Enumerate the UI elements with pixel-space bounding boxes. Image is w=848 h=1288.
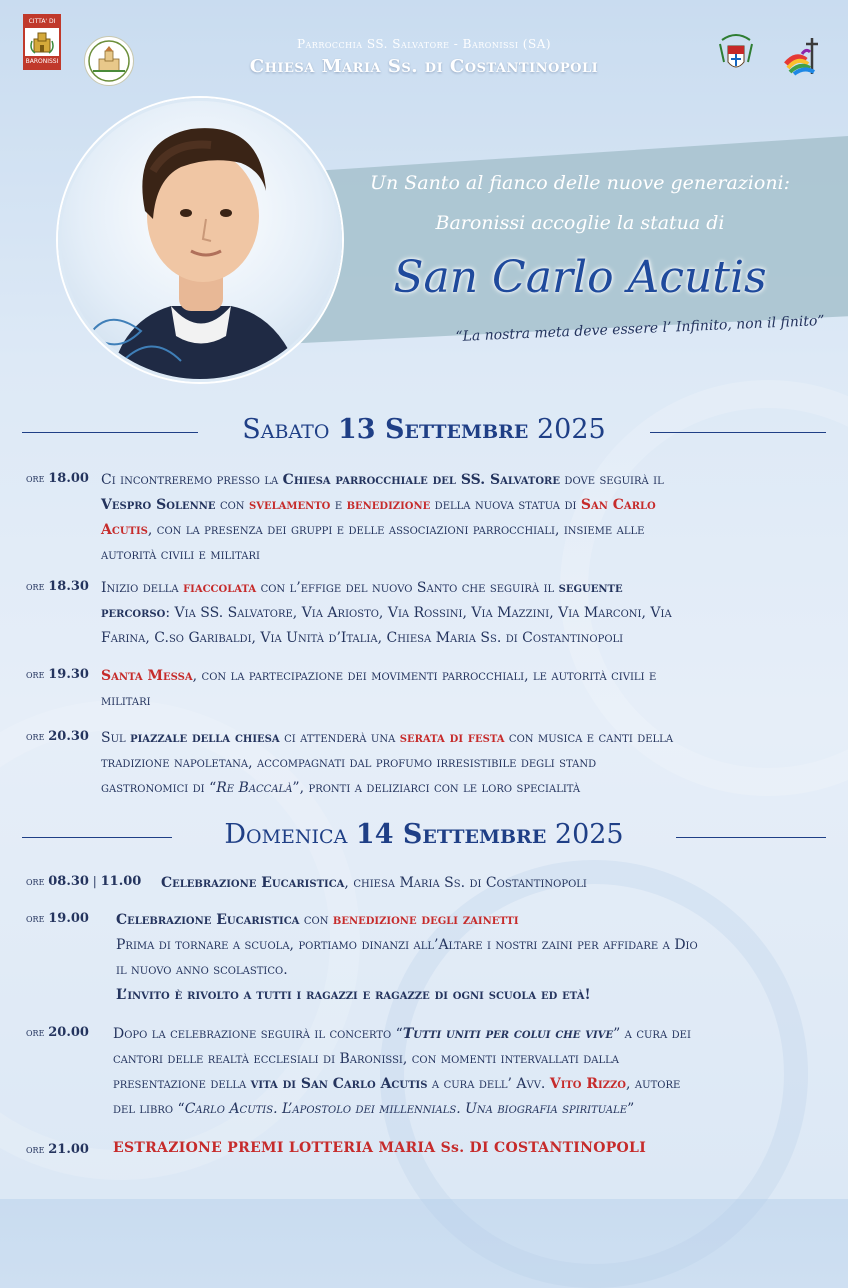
event-line	[101, 576, 826, 601]
sunday-heading	[0, 819, 848, 850]
event-time	[26, 579, 89, 594]
text-fragment: , autore	[626, 1076, 681, 1092]
text-fragment: ”, pronti a deliziarci con le loro specialità	[292, 780, 581, 796]
time-prefix: ore	[26, 579, 49, 593]
event-line: militari	[101, 693, 151, 709]
text-fragment: Vito Rizzo	[549, 1076, 627, 1092]
time-prefix: ore	[26, 1025, 49, 1039]
text-fragment: , con la partecipazione dei movimenti parrocchiali, le autorità civili e	[192, 668, 657, 684]
text-fragment: fiaccolata	[183, 580, 257, 596]
time-value: 18.00	[48, 471, 89, 486]
time-value: 11.00	[100, 874, 142, 889]
event-description	[101, 468, 826, 568]
hero-subtitle-line-1: Un Santo al fianco delle nuove generazioni:	[369, 172, 791, 194]
event-line	[101, 726, 826, 751]
text-fragment: , con la presenza dei gruppi e delle associazioni parrocchiali, insieme alle	[147, 522, 645, 538]
event-time	[26, 1025, 89, 1040]
hero-subtitle-line-2: Baronissi accoglie la statua di	[435, 212, 725, 234]
event-description	[116, 908, 826, 1008]
event-line	[116, 908, 826, 933]
time-value: 20.30	[48, 729, 89, 744]
event-line: cantori delle realtà ecclesiali di Baronissi, con momenti intervallati dalla	[113, 1051, 620, 1067]
text-fragment: Carlo Acutis. L’apostolo dei millennials. Una biografia spirituale	[184, 1101, 628, 1117]
text-fragment: Santa Messa	[101, 668, 193, 684]
event-line	[101, 664, 826, 689]
text-fragment: Chiesa parrocchiale del SS. Salvatore	[282, 472, 560, 488]
saint-name-title: San Carlo Acutis	[393, 252, 767, 303]
time-prefix: ore	[26, 729, 49, 743]
text-fragment: e	[330, 497, 347, 513]
parish-name: Parrocchia SS. Salvatore - Baronissi (SA)	[296, 37, 552, 51]
sunday-heading-year: 2025	[546, 819, 624, 850]
text-fragment: San Carlo	[580, 497, 656, 513]
event-description	[101, 664, 826, 714]
event-line	[161, 871, 826, 896]
text-fragment: benedizione degli zainetti	[332, 912, 519, 928]
saint-portrait	[58, 98, 342, 382]
text-fragment: con	[215, 497, 249, 513]
event-line: autorità civili e militari	[101, 547, 260, 563]
event-line	[101, 776, 826, 801]
text-fragment: della nuova statua di	[430, 497, 581, 513]
event-line: il nuovo anno scolastico.	[116, 962, 288, 978]
event-time	[26, 911, 89, 926]
event-line	[113, 1097, 826, 1122]
text-fragment: gastronomici di “	[101, 780, 217, 796]
event-description	[101, 576, 826, 651]
sunday-heading-date: 14 Settembre	[355, 819, 547, 850]
text-fragment: , chiesa Maria Ss. di Costantinopoli	[344, 875, 587, 891]
text-fragment: ” a cura dei	[613, 1026, 691, 1042]
time-value: 18.30	[48, 579, 89, 594]
church-name: Chiesa Maria Ss. di Costantinopoli	[249, 56, 599, 77]
text-fragment: Vespro Solenne	[101, 497, 216, 513]
event-time	[26, 874, 141, 889]
event-line: Prima di tornare a scuola, portiamo dinanzi all’Altare i nostri zaini per affidare a Dio	[116, 937, 698, 953]
text-fragment: ci attenderà una	[279, 730, 400, 746]
event-line: tradizione napoletana, accompagnati dal profumo irresistibile degli stand	[101, 755, 597, 771]
text-fragment: Sul	[101, 730, 131, 746]
event-time	[26, 729, 89, 744]
text-fragment: percorso	[101, 605, 166, 621]
text-fragment: svelamento	[249, 497, 331, 513]
text-fragment: Inizio della	[101, 580, 184, 596]
text-fragment: : Via SS. Salvatore, Via Ariosto, Via Rossini, Via Mazzini, Via Marconi, Via	[165, 605, 672, 621]
saturday-heading-day: Sabato	[242, 414, 338, 445]
text-fragment: seguente	[558, 580, 623, 596]
text-fragment: Acutis	[101, 522, 148, 538]
saturday-heading-year: 2025	[528, 414, 606, 445]
event-line	[101, 518, 826, 543]
text-fragment: del libro “	[113, 1101, 185, 1117]
time-value: 21.00	[48, 1142, 89, 1157]
time-value: 20.00	[48, 1025, 89, 1040]
time-prefix: ore	[26, 471, 49, 485]
text-fragment: con musica e canti della	[504, 730, 674, 746]
time-value: 08.30	[48, 874, 89, 889]
event-time	[26, 1142, 89, 1157]
text-fragment: serata di festa	[399, 730, 505, 746]
text-fragment: presentazione della	[113, 1076, 251, 1092]
text-fragment: Re Baccalà	[216, 780, 293, 796]
comune-logo-bottom-text: BARONISSI	[25, 56, 59, 68]
event-line	[113, 1022, 826, 1047]
event-description	[113, 1022, 826, 1122]
saturday-heading-date: 13 Settembre	[338, 414, 529, 445]
event-line	[101, 468, 826, 493]
text-fragment: vita di San Carlo Acutis	[250, 1076, 428, 1092]
event-time	[26, 471, 89, 486]
time-value: 19.30	[48, 667, 89, 682]
text-fragment: Celebrazione Eucaristica	[161, 875, 345, 891]
comune-logo-top-text: CITTA' DI	[25, 16, 59, 28]
event-line	[113, 1072, 826, 1097]
event-description	[101, 726, 826, 801]
carlo-acutis-portrait-illustration	[61, 101, 339, 379]
time-prefix: ore	[26, 874, 49, 888]
text-fragment: Tutti uniti per colui che vive	[402, 1026, 614, 1042]
text-fragment: benedizione	[346, 497, 431, 513]
text-fragment: dove seguirà il	[559, 472, 664, 488]
time-prefix: ore	[26, 1142, 49, 1156]
event-line: Farina, C.so Garibaldi, Via Unità d’Italia, Chiesa Maria Ss. di Costantinopoli	[101, 630, 624, 646]
event-time	[26, 667, 89, 682]
saturday-heading	[0, 414, 848, 445]
saint-quote: “La nostra meta deve essere l’ Infinito, non il finito”	[455, 312, 825, 346]
time-prefix: ore	[26, 911, 49, 925]
text-fragment: ”	[627, 1101, 635, 1117]
event-line: L’invito è rivolto a tutti i ragazzi e ragazze di ogni scuola ed età!	[116, 987, 591, 1003]
event-line	[101, 601, 826, 626]
lottery-announcement: ESTRAZIONE PREMI LOTTERIA MARIA Ss. DI COSTANTINOPOLI	[113, 1140, 647, 1156]
text-fragment: Ci incontreremo presso la	[101, 472, 283, 488]
text-fragment: Dopo la celebrazione seguirà il concerto “	[113, 1026, 403, 1042]
time-prefix: ore	[26, 667, 49, 681]
event-description	[161, 871, 826, 896]
time-value: 19.00	[48, 911, 89, 926]
text-fragment: piazzale della chiesa	[130, 730, 280, 746]
time-separator: |	[88, 874, 101, 888]
text-fragment: a cura dell’ Avv.	[427, 1076, 550, 1092]
text-fragment: con l’effige del nuovo Santo che seguirà il	[256, 580, 559, 596]
text-fragment: con	[299, 912, 333, 928]
event-line	[101, 493, 826, 518]
sunday-heading-day: Domenica	[224, 819, 356, 850]
text-fragment: Celebrazione Eucaristica	[116, 912, 300, 928]
